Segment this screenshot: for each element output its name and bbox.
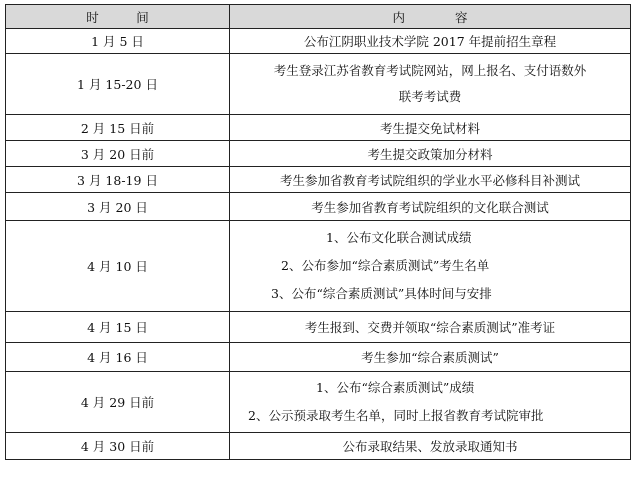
row-content: 考生提交政策加分材料 (230, 141, 631, 167)
content-line: 考生登录江苏省教育考试院网站，网上报名、支付语数外 (273, 63, 587, 78)
row-content: 考生参加“综合素质测试” (230, 343, 631, 372)
table-row (6, 141, 631, 167)
table-row (6, 115, 631, 141)
header-time: 时 间 (6, 5, 230, 29)
row-content: 公布江阴职业技术学院 2017 年提前招生章程 (230, 29, 631, 54)
row-time: 4 月 30 日前 (6, 433, 230, 460)
row-content: 考生参加省教育考试院组织的文化联合测试 (230, 193, 631, 221)
row-time: 4 月 10 日 (6, 221, 230, 312)
row-time: 1 月 15-20 日 (6, 54, 230, 115)
table-row (6, 433, 631, 460)
header-row (6, 5, 631, 29)
row-time: 4 月 15 日 (6, 312, 230, 343)
row-content (230, 372, 631, 433)
row-time: 4 月 16 日 (6, 343, 230, 372)
header-content: 内 容 (230, 5, 631, 29)
row-time: 4 月 29 日前 (6, 372, 230, 433)
content-line: 1、公布“综合素质测试”成绩 (316, 380, 475, 395)
content-line: 3、公布“综合素质测试”具体时间与安排 (271, 286, 492, 301)
content-line: 联考考试费 (398, 89, 462, 104)
row-content: 公布录取结果、发放录取通知书 (230, 433, 631, 460)
table-row (6, 167, 631, 193)
row-content (230, 221, 631, 312)
table-row (6, 312, 631, 343)
row-content: 考生报到、交费并领取“综合素质测试”准考证 (230, 312, 631, 343)
row-content (230, 54, 631, 115)
table-row (6, 221, 631, 312)
row-content: 考生参加省教育考试院组织的学业水平必修科目补测试 (230, 167, 631, 193)
schedule-table (5, 4, 631, 460)
row-time: 2 月 15 日前 (6, 115, 230, 141)
row-content: 考生提交免试材料 (230, 115, 631, 141)
table-row (6, 193, 631, 221)
table-row (6, 29, 631, 54)
table-row (6, 372, 631, 433)
row-time: 1 月 5 日 (6, 29, 230, 54)
row-time: 3 月 18-19 日 (6, 167, 230, 193)
content-line: 2、公布参加“综合素质测试”考生名单 (281, 258, 490, 273)
table-row (6, 343, 631, 372)
row-time: 3 月 20 日 (6, 193, 230, 221)
content-line: 2、公示预录取考生名单，同时上报省教育考试院审批 (248, 408, 544, 423)
row-time: 3 月 20 日前 (6, 141, 230, 167)
table-row (6, 54, 631, 115)
content-line: 1、公布文化联合测试成绩 (326, 230, 472, 245)
